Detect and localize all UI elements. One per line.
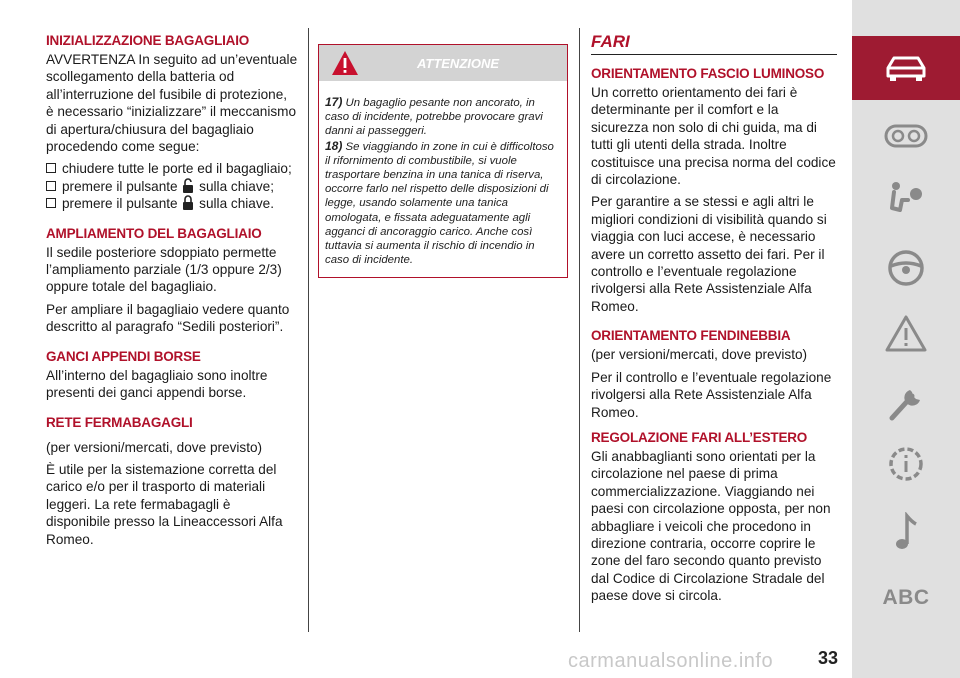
paragraph-orientamento-2: Per garantire a se stessi e agli altri le migliori condizioni di visibilità quando si viaggia con luci accese, è necessario avere un corretto assetto dei fari. Per il controllo e l’eventuale regolazione rivolgersi alla Rete Assistenziale Alfa Romeo. bbox=[591, 194, 827, 314]
paragraph-rete-2: È utile per la sistemazione corretta del carico e/o per il trasporto di materiali leggeri. La rete fermabagagli è disponibile presso la Lineaccessori Alfa Romeo. bbox=[46, 461, 283, 547]
paragraph-fendinebbia-2: Per il controllo e l’eventuale regolazione rivolgersi alla Rete Assistenziale Alfa Romeo. bbox=[591, 369, 832, 420]
note-text: Un bagaglio pesante non ancorato, in caso di incidente, potrebbe provocare gravi danni ai passeggeri. bbox=[325, 97, 543, 138]
paragraph-rete-1: (per versioni/mercati, dove previsto) bbox=[46, 439, 263, 455]
heading-rete: RETE FERMABAGAGLI bbox=[46, 414, 193, 430]
sidebar-item-warning[interactable] bbox=[852, 302, 960, 366]
list-item-text: chiudere tutte le porte ed il bagagliaio; bbox=[62, 161, 292, 177]
column-divider bbox=[579, 28, 580, 632]
dashboard-icon bbox=[882, 116, 930, 156]
chapter-sidebar bbox=[852, 0, 960, 678]
sidebar-item-safety[interactable] bbox=[852, 166, 960, 230]
heading-ampliamento: AMPLIAMENTO DEL BAGAGLIAIO bbox=[46, 225, 262, 241]
seat-airbag-icon bbox=[882, 178, 930, 218]
paragraph-ganci: All’interno del bagagliaio sono inoltre presenti dei ganci appendi borse. bbox=[46, 367, 268, 401]
note-number: 18) bbox=[325, 138, 343, 153]
checkbox-bullet-icon bbox=[46, 198, 56, 208]
heading-ganci: GANCI APPENDI BORSE bbox=[46, 348, 201, 364]
paragraph-orientamento-1: Un corretto orientamento dei fari è determinante per il comfort e la sicurezza non solo di chi guida, ma di tutti gli utenti della strada. Inoltre costituisce una precisa norma del codice di circolazione. bbox=[591, 85, 836, 188]
checkbox-bullet-icon bbox=[46, 163, 56, 173]
left-column bbox=[46, 32, 298, 553]
info-gear-icon bbox=[882, 444, 930, 484]
list-item-text: sulla chiave. bbox=[199, 196, 274, 212]
sidebar-item-multimedia[interactable] bbox=[852, 500, 960, 564]
list-item-text: sulla chiave; bbox=[199, 178, 274, 194]
section-title-fari: FARI bbox=[591, 32, 837, 55]
paragraph-avvertenza: AVVERTENZA In seguito ad un’eventuale scollegamento della batteria od all’interruzione del fusibile di protezione, è necessario “inizializzare” il meccanismo di apertura/chiusura del bagagliaio procedendo come segue: bbox=[46, 52, 298, 155]
column-divider bbox=[308, 28, 309, 632]
paragraph-ampliamento-2: Per ampliare il bagagliaio vedere quanto descritto al paragrafo “Sedili posteriori”. bbox=[46, 301, 290, 335]
paragraph-ampliamento-1: Il sedile posteriore sdoppiato permette l’ampliamento parziale (1/3 oppure 2/3) oppure totale del bagagliaio. bbox=[46, 244, 282, 295]
music-note-icon bbox=[882, 512, 930, 552]
note-18 bbox=[325, 139, 561, 268]
steering-wheel-icon bbox=[882, 248, 930, 288]
abc-label: ABC bbox=[882, 586, 930, 609]
heading-fendinebbia: ORIENTAMENTO FENDINEBBIA bbox=[591, 328, 791, 344]
checkbox-bullet-icon bbox=[46, 181, 56, 191]
list-item-text: premere il pulsante bbox=[62, 178, 178, 194]
heading-inizializzazione: INIZIALIZZAZIONE BAGAGLIAIO bbox=[46, 33, 250, 48]
warning-triangle-icon bbox=[882, 314, 930, 354]
warning-body bbox=[319, 81, 567, 277]
list-item bbox=[46, 160, 298, 177]
warning-header bbox=[319, 45, 567, 81]
sidebar-item-steering[interactable] bbox=[852, 236, 960, 300]
sidebar-item-car[interactable] bbox=[852, 36, 960, 100]
wrench-icon bbox=[882, 382, 930, 422]
watermark: carmanualsonline.info bbox=[568, 650, 774, 672]
list-item bbox=[46, 178, 298, 195]
list-item-text: premere il pulsante bbox=[62, 196, 178, 212]
sidebar-item-maintenance[interactable] bbox=[852, 370, 960, 434]
warning-title: ATTENZIONE bbox=[416, 56, 500, 71]
page-number: 33 bbox=[818, 648, 839, 668]
sidebar-item-technical[interactable] bbox=[852, 432, 960, 496]
car-icon bbox=[882, 48, 930, 88]
right-column bbox=[591, 32, 837, 610]
note-17 bbox=[325, 95, 561, 139]
note-text: Se viaggiando in zone in cui è difficoltoso il rifornimento di combustibile, si vuole trasportare benzina in una tanica di riserva, occorre farlo nel rispetto delle disposizioni di legge, usando solamente una tanica omologata, e fissata adeguatamente agli agganci di ancoraggio carico. Anche così tuttavia si aumenta il rischio di incendio in caso di incidente. bbox=[325, 140, 554, 267]
sidebar-item-dashboard[interactable] bbox=[852, 104, 960, 168]
note-number: 17) bbox=[325, 95, 343, 109]
heading-estero: REGOLAZIONE FARI ALL’ESTERO bbox=[591, 429, 808, 445]
unlock-icon bbox=[182, 178, 194, 194]
warning-box bbox=[318, 44, 568, 278]
sidebar-item-index[interactable] bbox=[852, 566, 960, 630]
heading-orientamento: ORIENTAMENTO FASCIO LUMINOSO bbox=[591, 66, 825, 81]
paragraph-estero: Gli anabbaglianti sono orientati per la circolazione nel paese di prima commercializzazione. Viaggiando nei paesi con circolazione opposta, per non abbagliare i veicoli che procedono in direzione contraria, occorre coprire le zone del faro secondo quanto previsto dal Codice di Circolazione Stradale del paese dove si circola. bbox=[591, 448, 831, 604]
lock-icon bbox=[182, 195, 194, 211]
middle-column bbox=[318, 44, 568, 278]
paragraph-fendinebbia-1: (per versioni/mercati, dove previsto) bbox=[591, 347, 808, 363]
list-item bbox=[46, 195, 298, 212]
